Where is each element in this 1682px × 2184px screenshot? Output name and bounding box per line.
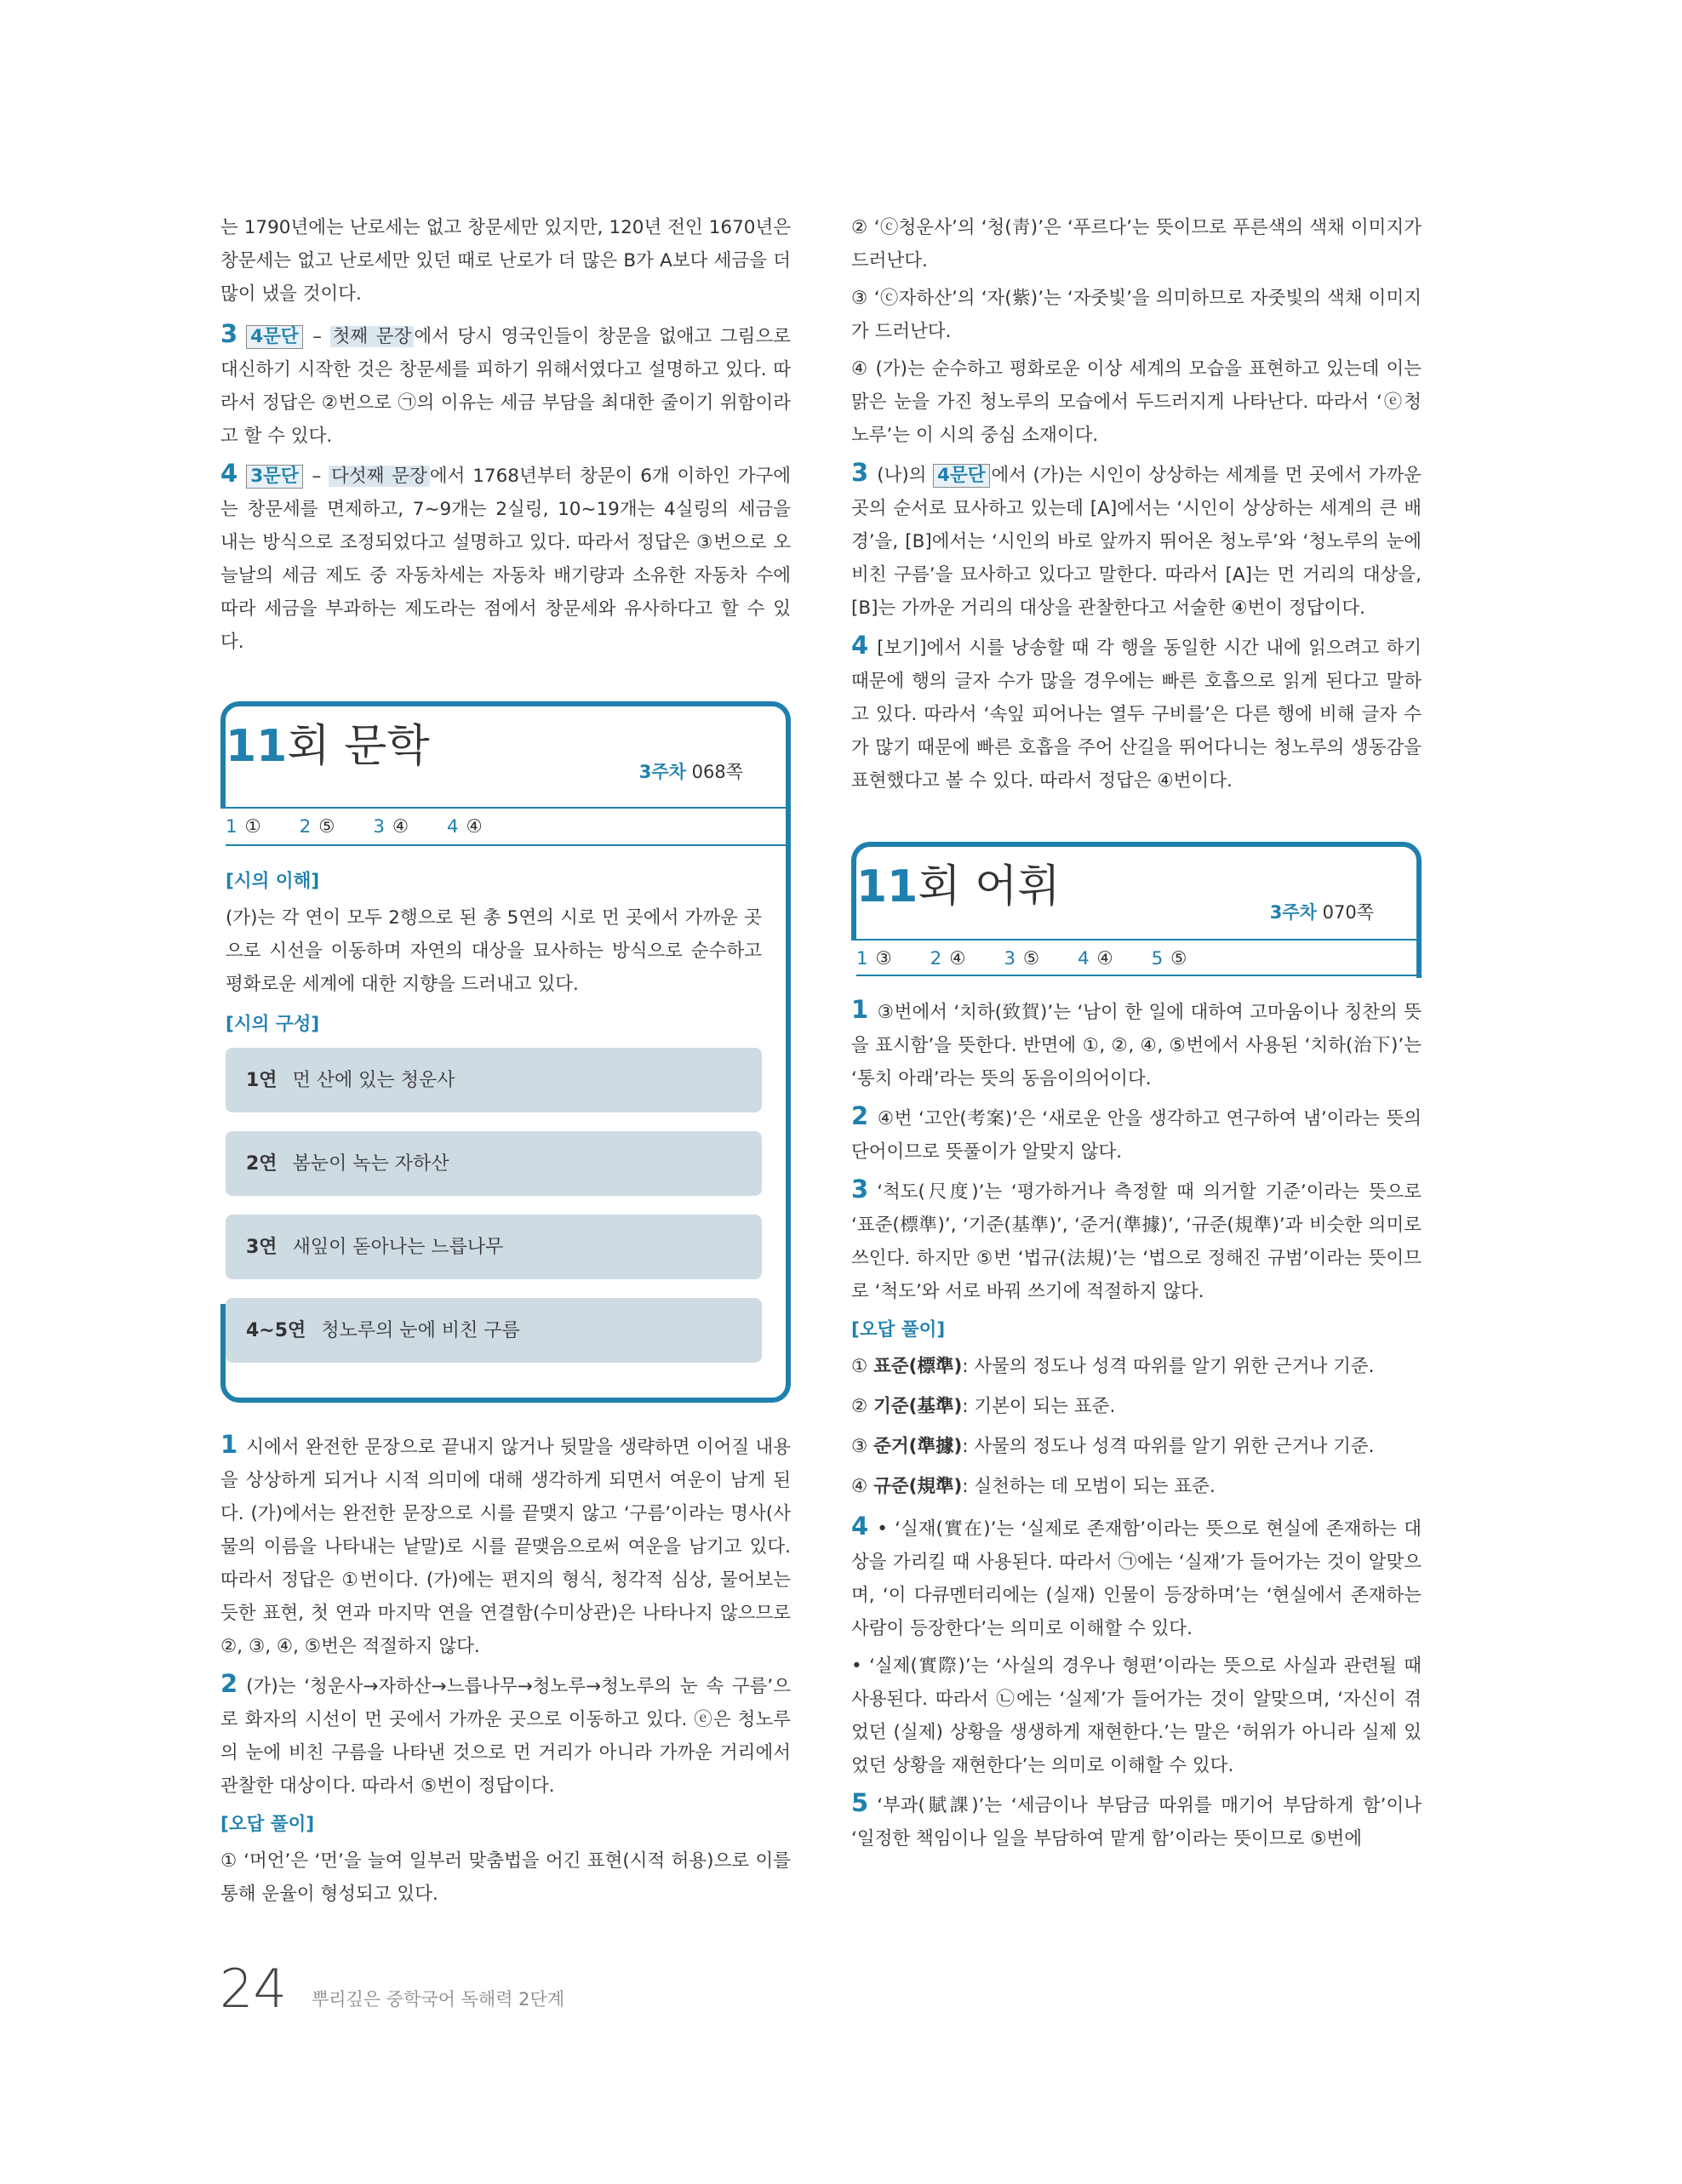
answer-key-choice: ⑤ — [318, 816, 336, 838]
stanza-text: 먼 산에 있는 청운사 — [292, 1069, 455, 1091]
poem-understanding-heading: [시의 이해] — [226, 871, 320, 892]
lit-answer-4 — [851, 629, 1422, 798]
answer-text: ‘척도(尺度)’는 ‘평가하거나 측정할 때 의거할 기준’이라는 뜻으로 ‘표준(標準)’, ‘기준(基準)’, ‘준거(準據)’, ‘규준(規準)’과 비슷한 의미로 쓰인다. 하지만 ⑤번 ‘법규(法規)’는 ‘법으로 정해진 규범’이라는 뜻이므로 ‘척도’와 서로 바꿔 쓰기에 적절하지 않다. — [851, 1181, 1422, 1302]
right-column — [851, 211, 1422, 1860]
stanza-label: 2연 — [246, 1152, 277, 1175]
lit-wrong-3: ③ ‘ⓒ자하산’의 ‘자(紫)’는 ‘자줏빛’을 의미하므로 자줏빛의 색채 이미지가 드러난다. — [851, 288, 1422, 342]
answer-4 — [220, 457, 791, 659]
stanza-label: 3연 — [246, 1236, 277, 1258]
answer-text: 시에서 완전한 문장으로 끝내지 않거나 뒷말을 생략하면 이어질 내용을 상상하게 되거나 시적 의미에 대해 생각하게 되면서 여운이 남게 된다. (가)에서는 완전한 문장으로 시를 끝맺지 않고 ‘구름’이라는 명사(사물의 이름을 나타내는 낱말)로 시를 끝맺음으로써 여운을 남기고 있다. 따라서 정답은 ①번이다. (가)에는 편지의 형식, 청각적 심상, 물어보는 듯한 표현, 첫 연과 마지막 연을 연결함(수미상관)은 나타나지 않으므로 ②, ③, ④, ⑤번은 적절하지 않다. — [220, 1437, 791, 1657]
answer-prefix: (나)의 — [877, 465, 934, 486]
lit-answer-2 — [220, 1667, 791, 1803]
section-title-text: 회 어휘 — [918, 861, 1061, 912]
dash: – — [304, 326, 330, 347]
section-number: 11 — [226, 721, 288, 772]
definition-text: : 실천하는 데 모범이 되는 표준. — [962, 1476, 1216, 1497]
answer-number: 3 — [220, 319, 238, 348]
section-number: 11 — [856, 861, 918, 912]
wrong-answer-heading: [오답 풀이] — [220, 1814, 315, 1835]
paragraph-tag: 3문단 — [246, 465, 303, 489]
definition-term: 표준(標準) — [873, 1356, 963, 1377]
definition — [851, 1390, 1422, 1423]
answer-3 — [220, 317, 791, 453]
answer-key-number: 3 — [1004, 948, 1016, 969]
section-page-ref — [1270, 896, 1374, 929]
stanza-label: 4~5연 — [246, 1319, 306, 1341]
definition-term: 기준(基準) — [873, 1396, 963, 1417]
answer-key-choice: ⑤ — [1170, 948, 1188, 969]
highlight-sentence: 첫째 문장 — [330, 326, 415, 347]
section-page-ref — [639, 756, 743, 789]
wrong-answer-1: ① ‘머언’은 ‘먼’을 늘여 일부러 맞춤법을 어긴 표현(시적 허용)으로 이를 통해 운율이 형성되고 있다. — [220, 1850, 791, 1905]
definition — [851, 1470, 1422, 1503]
answer-number: 2 — [851, 1101, 869, 1130]
page-label: 070쪽 — [1322, 902, 1374, 923]
section-title — [856, 861, 1061, 912]
poem-structure-heading: [시의 구성] — [226, 1014, 320, 1035]
week-label: 3주차 — [1269, 902, 1317, 923]
stanza-label: 1연 — [246, 1069, 277, 1091]
voc-answer-1 — [851, 993, 1422, 1095]
answer-text: 에서 1768년부터 창문이 6개 이하인 가구에는 창문세를 면제하고, 7~9개는 2실링, 10~19개는 4실링의 세금을 내는 방식으로 조정되었다고 설명하고 있다. 따라서 정답은 ③번으로 오늘날의 세금 제도 중 자동차세는 자동차 배기량과 소유한 자동차 수에 따라 세금을 부과하는 제도라는 점에서 창문세와 유사하다고 할 수 있다. — [220, 466, 792, 653]
structure-row — [226, 1048, 762, 1112]
answer-key-choice: ⑤ — [1022, 948, 1041, 969]
stanza-text: 봄눈이 녹는 자하산 — [292, 1152, 449, 1175]
section-title — [226, 721, 430, 772]
structure-row — [226, 1298, 762, 1363]
answer-key-choice: ① — [244, 816, 262, 838]
definition-text: : 기본이 되는 표준. — [962, 1396, 1116, 1417]
lit-wrong-2: ② ‘ⓒ청운사’의 ‘청(靑)’은 ‘푸르다’는 뜻이므로 푸른색의 색채 이미지가 드러난다. — [851, 217, 1422, 272]
stanza-text: 청노루의 눈에 비친 구름 — [321, 1319, 520, 1341]
section-literature — [220, 701, 791, 1403]
dash: – — [304, 466, 329, 487]
answer-text: ‘부과(賦課)’는 ‘세금이나 부담금 따위를 매기어 부담하게 함’이나 ‘일정한 책임이나 일을 부담하여 맡게 함’이라는 뜻이므로 ⑤번에 — [851, 1795, 1422, 1850]
poem-understanding-text: (가)는 각 연이 모두 2행으로 된 총 5연의 시로 먼 곳에서 가까운 곳으로 시선을 이동하며 자연의 대상을 묘사하는 방식으로 순수하고 평화로운 세계에 대한 지향을 드러내고 있다. — [226, 907, 762, 995]
voc-answer-4 — [851, 1510, 1422, 1645]
answer-number: 3 — [851, 458, 869, 487]
answer-key-number: 3 — [373, 816, 386, 838]
answer-key-number: 4 — [1077, 948, 1090, 969]
definition — [851, 1350, 1422, 1383]
answer-text: [보기]에서 시를 낭송할 때 각 행을 동일한 시간 내에 읽으려고 하기 때문에 행의 글자 수가 많을 경우에는 빠른 호흡으로 읽게 된다고 말하고 있다. 따라서 ‘속잎 피어나는 열두 구비를’은 다른 행에 비해 글자 수가 많기 때문에 빠른 호흡을 주어 산길을 뛰어다니는 청노루의 생동감을 표현했다고 볼 수 있다. 따라서 정답은 ④번이다. — [851, 637, 1422, 792]
answer-text: ③번에서 ‘치하(致賀)’는 ‘남이 한 일에 대하여 고마움이나 칭찬의 뜻을 표시함’을 뜻한다. 반면에 ①, ②, ④, ⑤번에서 사용된 ‘치하(治下)’는 ‘통치 아래’라는 뜻의 동음이의어이다. — [851, 1002, 1422, 1089]
answer-key-number: 1 — [856, 948, 869, 969]
answer-key-number: 1 — [226, 816, 238, 838]
definition — [851, 1430, 1422, 1463]
answer-number: 2 — [220, 1669, 238, 1698]
structure-row — [226, 1215, 762, 1279]
answer-key-choice: ④ — [466, 816, 483, 838]
answer-text: (가)는 ‘청운사→자하산→느릅나무→청노루→청노루의 눈 속 구름’으로 화자의 시선이 먼 곳에서 가까운 곳으로 이동하고 있다. ⓔ은 청노루의 눈에 비친 구름을 나타낸 것으로 먼 거리가 아니라 가까운 거리에서 관찰한 대상이다. 따라서 ⑤번이 정답이다. — [220, 1676, 791, 1797]
voc-answer-2 — [851, 1100, 1422, 1169]
answer-text: ④번 ‘고안(考案)’은 ‘새로운 안을 생각하고 연구하여 냄’이라는 뜻의 단어이므로 뜻풀이가 알맞지 않다. — [851, 1108, 1422, 1163]
voc-answer-3 — [851, 1173, 1422, 1308]
highlight-sentence: 다섯째 문장 — [329, 466, 430, 487]
left-column — [220, 211, 791, 1915]
stanza-text: 새잎이 돋아나는 느릅나무 — [292, 1236, 504, 1258]
answer-number: 4 — [851, 1512, 869, 1541]
lit-answer-1 — [220, 1428, 791, 1663]
answer-key — [226, 810, 514, 843]
book-title: 뿌리깊은 중학국어 독해력 2단계 — [312, 1989, 565, 2010]
voc-answer-5 — [851, 1787, 1422, 1855]
lit-wrong-4: ④ (가)는 순수하고 평화로운 이상 세계의 모습을 표현하고 있는데 이는 맑은 눈을 가진 청노루의 모습에서 두드러지게 나타난다. 따라서 ‘ⓔ청노루’는 이 시의 중심 소재이다. — [851, 358, 1422, 446]
section-title-text: 회 문학 — [287, 721, 430, 772]
answer-key-number: 2 — [299, 816, 312, 838]
answer-key-number: 2 — [930, 948, 943, 969]
definition-text: : 사물의 정도나 성격 따위를 알기 위한 근거나 기준. — [962, 1436, 1375, 1457]
answer-text: 에서 (가)는 시인이 상상하는 세계를 먼 곳에서 가까운 곳의 순서로 묘사하고 있는데 [A]에서는 ‘시인이 상상하는 세계의 큰 배경’을, [B]에서는 ‘시인의 바로 앞까지 뛰어온 청노루’와 ‘청노루의 눈에 비친 구름’을 묘사하고 있다고 말한다. 따라서 [A]는 먼 거리의 대상을, [B]는 가까운 거리의 대상을 관찰한다고 서술한 ④번이 정답이다. — [851, 465, 1422, 619]
answer-key-choice: ④ — [949, 948, 967, 969]
paragraph-tag: 4문단 — [246, 325, 303, 349]
answer-text: • ‘실재(實在)’는 ‘실제로 존재함’이라는 뜻으로 현실에 존재하는 대상을 가리킬 때 사용된다. 따라서 ㉠에는 ‘실재’가 들어가는 것이 알맞으며, ‘이 다큐멘터리에는 (실재) 인물이 등장하며’는 ‘현실에서 존재하는 사람이 등장한다’는 의미로 이해할 수 있다. — [851, 1518, 1422, 1639]
wrong-answer-heading: [오답 풀이] — [851, 1319, 946, 1341]
section-vocabulary — [851, 842, 1422, 978]
definition-marker: ② — [851, 1396, 874, 1417]
answer-number: 1 — [220, 1430, 238, 1459]
answer-text: 에서 당시 영국인들이 창문을 없애고 그림으로 대신하기 시작한 것은 창문세를 피하기 위해서였다고 설명하고 있다. 따라서 정답은 ②번으로 ㉠의 이유는 세금 부담을 최대한 줄이기 위함이라고 할 수 있다. — [220, 326, 791, 447]
answer-number: 4 — [220, 459, 238, 488]
answer-key-choice: ④ — [1096, 948, 1114, 969]
answer-key — [856, 942, 1218, 975]
definition-marker: ① — [851, 1356, 874, 1377]
lit-answer-3 — [851, 456, 1422, 625]
intro-paragraph: 는 1790년에는 난로세는 없고 창문세만 있지만, 120년 전인 1670년은 창문세는 없고 난로세만 있던 때로 난로가 더 많은 B가 A보다 세금을 더 많이 냈을 것이다. — [220, 217, 791, 305]
voc-answer-4b: • ‘실제(實際)’는 ‘사실의 경우나 형편’이라는 뜻으로 사실과 관련될 때 사용된다. 따라서 ㉡에는 ‘실제’가 들어가는 것이 알맞으며, ‘자신이 겪었던 (실제) 상황을 생생하게 재현한다.’는 말은 ‘허위가 아니라 실제 있었던 상황을 재현한다’는 의미로 이해할 수 있다. — [851, 1655, 1422, 1776]
definition-term: 준거(準據) — [873, 1436, 963, 1457]
week-label: 3주차 — [638, 762, 686, 782]
answer-number: 3 — [851, 1175, 869, 1203]
answer-key-choice: ③ — [875, 948, 893, 969]
structure-row — [226, 1131, 762, 1196]
poem-structure-list — [226, 1048, 762, 1363]
page-number: 24 — [220, 1958, 287, 2020]
answer-number: 1 — [851, 995, 869, 1024]
page-label: 068쪽 — [691, 762, 743, 782]
definition-text: : 사물의 정도나 성격 따위를 알기 위한 근거나 기준. — [962, 1356, 1375, 1377]
answer-key-number: 4 — [446, 816, 460, 838]
paragraph-tag: 4문단 — [933, 464, 990, 488]
answer-key-choice: ④ — [392, 816, 410, 838]
answer-number: 4 — [851, 631, 869, 660]
answer-key-number: 5 — [1151, 948, 1164, 969]
definition-term: 규준(規準) — [873, 1476, 963, 1497]
definition-marker: ③ — [851, 1436, 874, 1457]
definition-marker: ④ — [851, 1476, 874, 1497]
answer-number: 5 — [851, 1788, 869, 1817]
